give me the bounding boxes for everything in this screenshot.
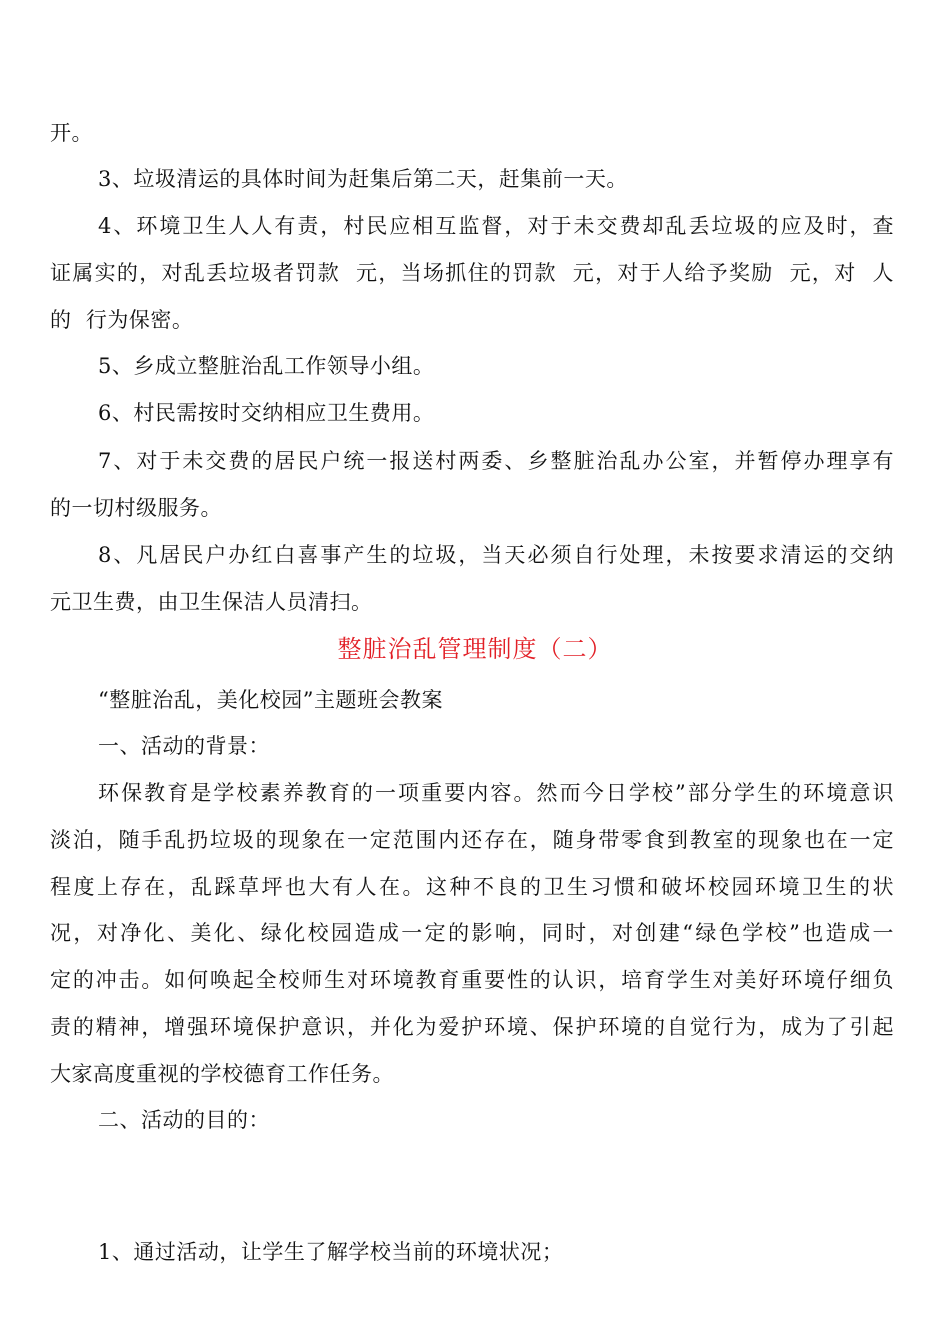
paragraph-text: 责的精神，增强环境保护意识，并化为爱护环境、保护环境的自觉行为，成为了引起: [50, 1015, 894, 1039]
paragraph-text: 定的冲击。如何唤起全校师生对环境教育重要性的认识，培育学生对美好环境仔细负: [50, 968, 894, 992]
paragraph-line: [50, 258, 894, 288]
paragraph-line: 的 行为保密。: [50, 308, 194, 332]
indent-spacer: [50, 540, 98, 570]
paragraph-line: [50, 540, 894, 570]
paragraph-line: 元卫生费，由卫生保洁人员清扫。: [50, 590, 373, 614]
paragraph-line: [50, 918, 894, 948]
paragraph-line: 开。: [50, 121, 93, 145]
paragraph-line: 3、垃圾清运的具体时间为赶集后第二天，赶集前一天。: [98, 167, 628, 191]
paragraph-line: 大家高度重视的学校德育工作任务。: [50, 1062, 394, 1086]
paragraph-text: 4、环境卫生人人有责，村民应相互监督，对于未交费却乱丢垃圾的应及时，查: [98, 214, 894, 238]
paragraph-line: “整脏治乱，美化校园”主题班会教案: [98, 688, 443, 712]
paragraph-text: 环保教育是学校素养教育的一项重要内容。然而今日学校”部分学生的环境意识: [98, 781, 894, 805]
paragraph-line: [50, 211, 894, 241]
paragraph-line: 5、乡成立整脏治乱工作领导小组。: [98, 354, 435, 378]
paragraph-line: 的一切村级服务。: [50, 496, 222, 520]
paragraph-text: 况，对净化、美化、绿化校园造成一定的影响，同时，对创建“绿色学校”也造成一: [50, 921, 894, 945]
paragraph-line: 6、村民需按时交纳相应卫生费用。: [98, 401, 435, 425]
indent-spacer: [50, 778, 98, 808]
paragraph-line: [50, 872, 894, 902]
paragraph-text: 淡泊，随手乱扔垃圾的现象在一定范围内还存在，随身带零食到教室的现象也在一定: [50, 828, 894, 852]
paragraph-line: [50, 965, 894, 995]
indent-spacer: [50, 446, 98, 476]
paragraph-line: [50, 778, 894, 808]
paragraph-line: 一、活动的背景：: [98, 734, 270, 758]
indent-spacer: [50, 211, 98, 241]
paragraph-line: [50, 446, 894, 476]
paragraph-line: 二、活动的目的：: [98, 1108, 270, 1132]
paragraph-text: 8、凡居民户办红白喜事产生的垃圾，当天必须自行处理，未按要求清运的交纳: [98, 543, 894, 567]
paragraph-text: 证属实的，对乱丢垃圾者罚款 元，当场抓住的罚款 元，对于人给予奖励 元，对 人: [50, 261, 894, 285]
paragraph-text: 7、对于未交费的居民户统一报送村两委、乡整脏治乱办公室，并暂停办理享有: [98, 449, 894, 473]
paragraph-text: 程度上存在，乱踩草坪也大有人在。这种不良的卫生习惯和破坏校园环境卫生的状: [50, 875, 894, 899]
section-title: 整脏治乱管理制度（二）: [337, 635, 613, 663]
paragraph-line: 1、通过活动，让学生了解学校当前的环境状况；: [98, 1240, 564, 1264]
paragraph-line: [50, 825, 894, 855]
paragraph-line: [50, 1012, 894, 1042]
